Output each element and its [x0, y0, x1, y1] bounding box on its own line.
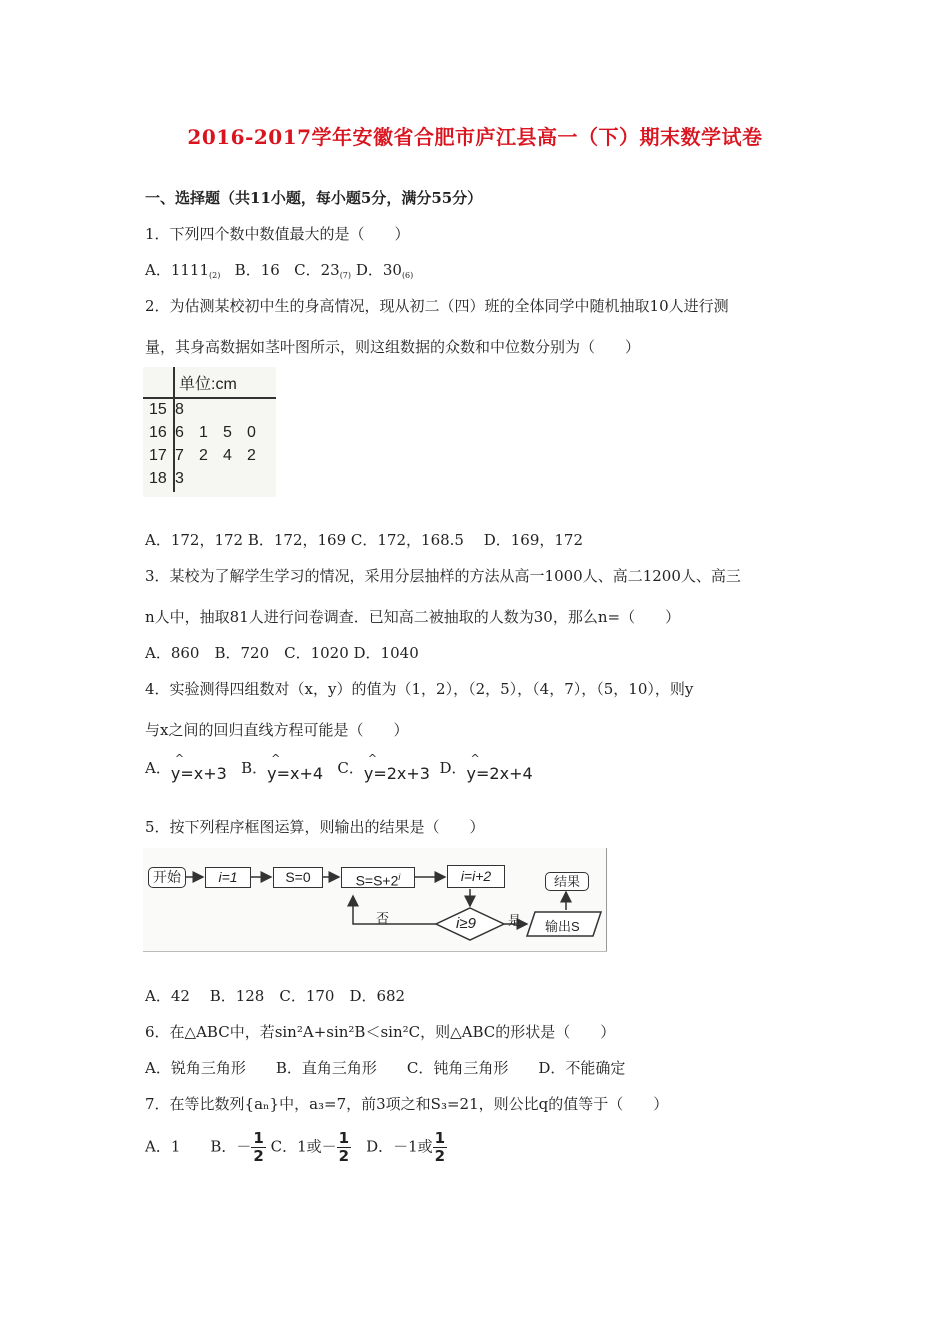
question-2-options: A．172，172 B．172，169 C．172，168.5 D．169，172	[145, 531, 584, 549]
question-5-options: A．42 B．128 C．170 D．682	[145, 987, 406, 1005]
question-3-options: A．860 B．720 C．1020 D．1040	[145, 644, 419, 662]
question-3-stem-line1: 3．某校为了解学生学习的情况，采用分层抽样的方法从高一1000人、高二1200人、高三	[145, 567, 741, 585]
flowchart-arrows	[143, 848, 607, 952]
section-heading: 一、选择题（共11小题，每小题5分，满分55分）	[145, 189, 483, 207]
question-5-stem: 5．按下列程序框图运算，则输出的结果是（ ）	[145, 818, 485, 836]
fraction-half: $\frac{1}{2}$	[253, 1129, 264, 1165]
flow-no-label: 否	[376, 911, 390, 926]
question-7-stem: 7．在等比数列{aₙ}中，a₃=7，前3项之和S₃=21，则公比q的值等于（ ）	[145, 1095, 669, 1113]
question-2-stem-line1: 2．为估测某校初中生的身高情况，现从初二（四）班的全体同学中随机抽取10人进行测	[145, 297, 729, 315]
option-d: D． ^ y=2x+4	[439, 752, 533, 783]
question-6-stem: 6．在△ABC中，若sin²A+sin²B＜sin²C，则△ABC的形状是（ ）	[145, 1023, 616, 1041]
question-4-stem-line1: 4．实验测得四组数对（x，y）的值为（1，2），（2，5），（4，7），（5，10），则y	[145, 680, 694, 698]
flowchart-frame-right	[606, 848, 608, 952]
flowchart	[143, 848, 607, 952]
flow-init-i: i=1	[205, 867, 251, 888]
flow-init-s: S=0	[273, 867, 323, 888]
option-b: B．16	[234, 261, 280, 279]
option-d: D．$30_{(6)}$	[355, 261, 414, 280]
exam-title: 2016-2017学年安徽省合肥市庐江县高一（下）期末数学试卷	[187, 125, 763, 149]
stem-leaf-row: 16 6 1 5 0	[149, 424, 256, 441]
fraction-half: $\frac{1}{2}$	[434, 1129, 446, 1165]
question-6-options: A．锐角三角形 B．直角三角形 C．钝角三角形 D．不能确定	[145, 1059, 626, 1077]
question-2-stem-line2: 量，其身高数据如茎叶图所示，则这组数据的众数和中位数分别为（ ）	[145, 338, 641, 356]
flow-end: 结果	[545, 872, 589, 891]
flow-output: 输出S	[545, 919, 580, 934]
stem-leaf-unit: 单位:cm	[179, 376, 237, 393]
question-1-options	[145, 259, 413, 280]
question-7-options	[145, 1130, 447, 1165]
flowchart-frame-bottom	[143, 951, 607, 952]
option-c: C．1或－	[265, 1137, 337, 1156]
question-1-stem: 1．下列四个数中数值最大的是（ ）	[145, 225, 410, 243]
flow-start: 开始	[148, 867, 186, 888]
option-c: C． ^ y=2x+3	[337, 752, 430, 783]
flow-yes-label: 是	[508, 913, 522, 928]
option-d: D．－1或	[351, 1137, 433, 1156]
stem-leaf-row: 18 3	[149, 470, 184, 487]
option-c: C．$23_{(7)}$	[294, 261, 352, 280]
flow-update-i: i=i+2	[447, 865, 505, 888]
option-b: B． ^ y=x+4	[241, 752, 324, 783]
question-3-stem-line2: n人中，抽取81人进行问卷调查．已知高二被抽取的人数为30，那么n=（ ）	[145, 608, 681, 626]
fraction-half: $\frac{1}{2}$	[338, 1129, 350, 1165]
stem-leaf-header-rule	[143, 397, 276, 399]
question-4-stem-line2: 与x之间的回归直线方程可能是（ ）	[145, 721, 409, 739]
flow-condition: i≥9	[456, 915, 476, 932]
option-a: A． ^ y=x+3	[145, 752, 227, 783]
stem-leaf-plot	[143, 367, 276, 497]
stem-leaf-row: 17 7 2 4 2	[149, 447, 256, 464]
option-a-b: A．1 B．－	[145, 1137, 252, 1156]
option-a: A．$1111_{(2)}$	[145, 261, 221, 280]
question-4-options	[145, 754, 533, 783]
flow-update-s: $S=S+2^i$	[341, 867, 415, 888]
stem-leaf-row: 15 8	[149, 401, 184, 418]
